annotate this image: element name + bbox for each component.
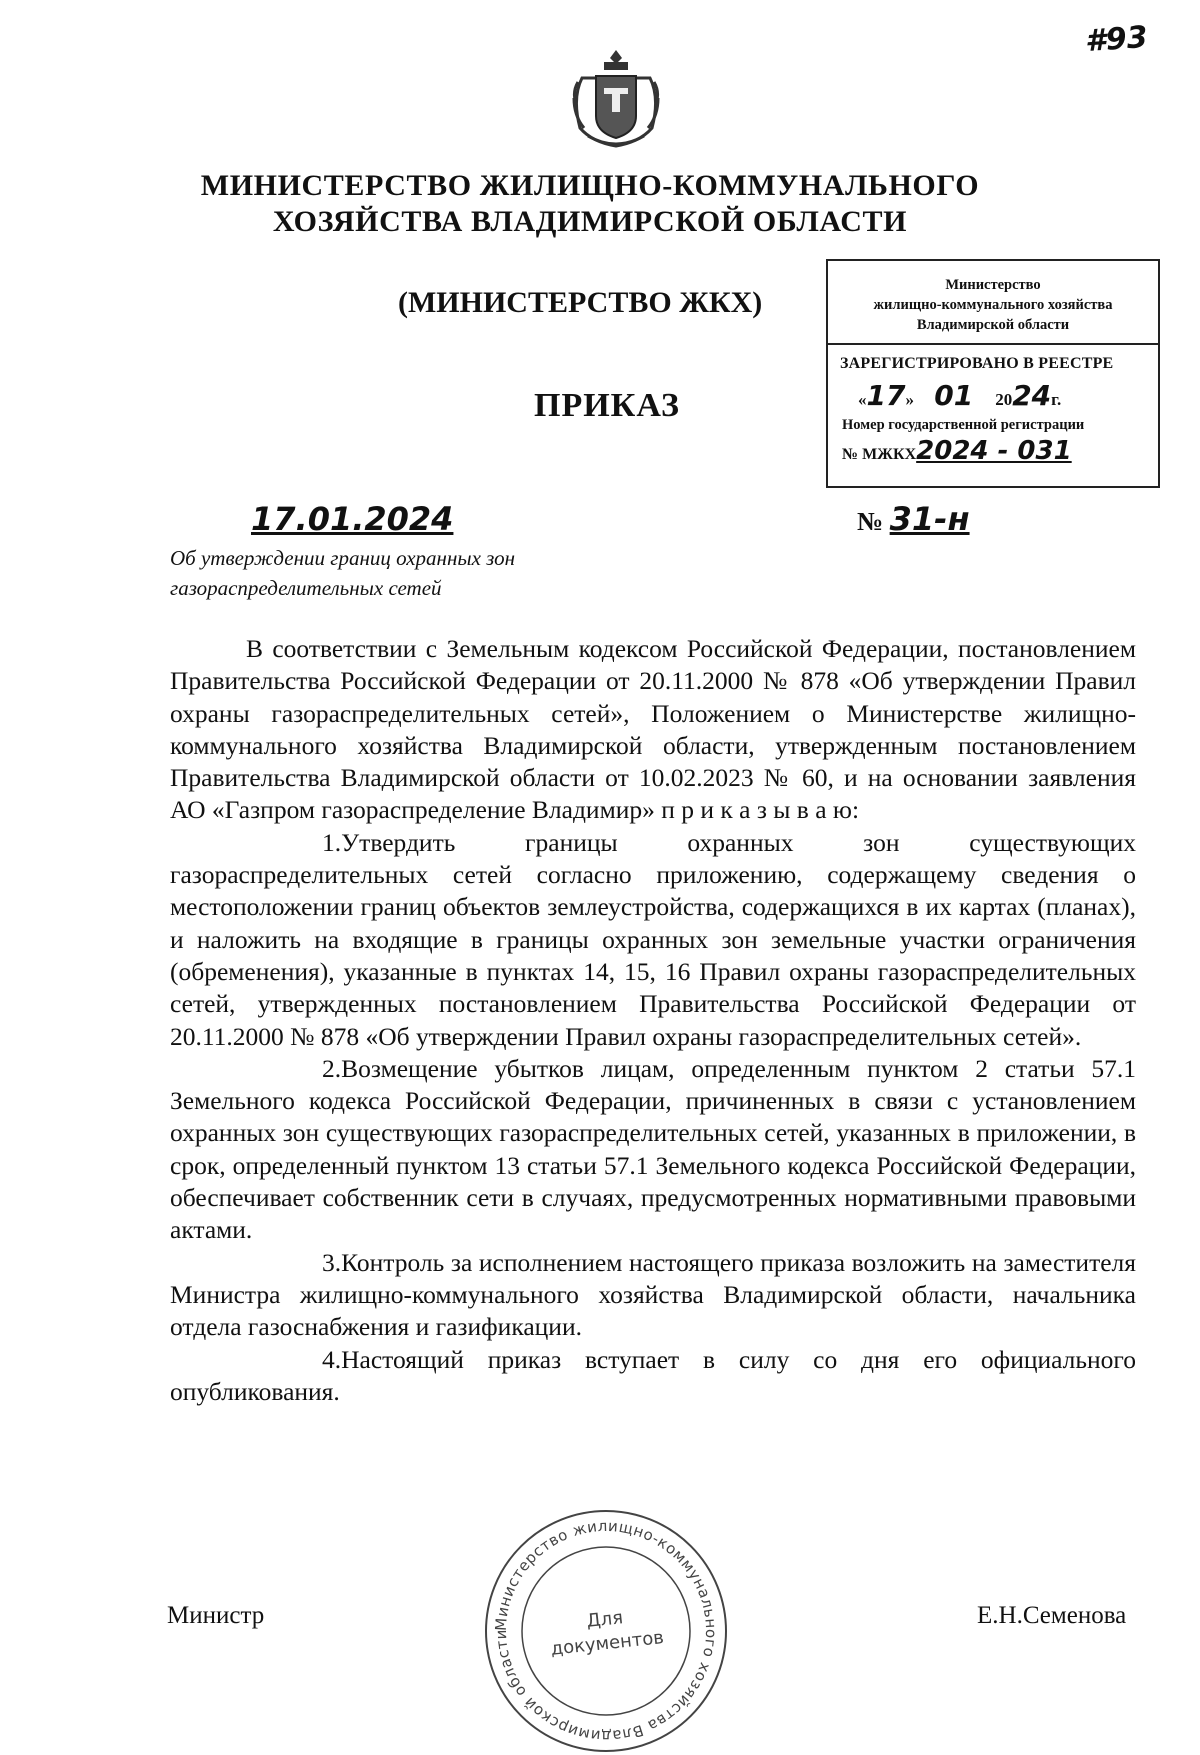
order-number: 31-н xyxy=(889,500,970,538)
seal-ring-text xyxy=(492,1517,720,1745)
order-subject-line1: Об утверждении границ охранных зон xyxy=(170,546,516,570)
registration-org-line3: Владимирской области xyxy=(916,317,1070,333)
signature-name: Е.Н.Семенова xyxy=(977,1602,1127,1629)
body-item-2 xyxy=(170,1053,1136,1247)
ministry-name-line1: МИНИСТЕРСТВО ЖИЛИЩНО-КОММУНАЛЬНОГО xyxy=(200,169,980,202)
mzhkh-label: № МЖКХ xyxy=(842,446,917,463)
item-2-text: Возмещение убытков лицам, определенным пунктом 2 статьи 57.1 Земельного кодекса Российской Федерации, причиненных в связи с установлением охранных зон существующих газораспределительных сетей, указанных в приложении, в срок, определенный пунктом 13 статьи 57.1 Земельного кодекса Российской Федерации, обеспечивает собственник сети в случаях, предусмотренных нормативными правовыми актами. xyxy=(170,1053,1136,1245)
mzhkh-number: 2024 - 031 xyxy=(916,436,1072,466)
registered-label: ЗАРЕГИСТРИРОВАНО В РЕЕСТРЕ xyxy=(840,355,1114,372)
official-round-seal xyxy=(482,1507,730,1755)
item-2-number: 2. xyxy=(322,1053,342,1083)
item-3-text: Контроль за исполнением настоящего приказа возложить на заместителя Министра жилищно-коммунального хозяйства Владимирской области, начальника отдела газоснабжения и газификации. xyxy=(170,1247,1136,1342)
seal-center-line2: документов xyxy=(549,1627,665,1660)
body-item-1 xyxy=(170,827,1136,1053)
registration-org-line2: жилищно-коммунального хозяйства xyxy=(873,297,1113,313)
seal-center-line1: Для xyxy=(585,1607,624,1632)
order-date: 17.01.2024 xyxy=(251,500,454,538)
order-subject xyxy=(170,543,515,603)
ministry-short-name: (МИНИСТЕРСТВО ЖКХ) xyxy=(398,286,763,319)
registration-year-mark: г. xyxy=(1051,390,1062,409)
order-number-line xyxy=(857,500,970,538)
ministry-name-heading xyxy=(150,168,1030,240)
coat-of-arms-emblem xyxy=(568,48,664,148)
state-registration-label: Номер государственной регистрации xyxy=(842,417,1085,433)
registration-year-suffix: 24 xyxy=(1012,379,1052,412)
item-4-text: Настоящий приказ вступает в силу со дня его официального опубликования. xyxy=(170,1344,1136,1406)
body-preamble: В соответствии с Земельным кодексом Российской Федерации, постановлением Правительства Российской Федерации от 20.11.2000 № 878 «Об утверждении Правил охраны газораспределительных сетей», Положением о Министерстве жилищно-коммунального хозяйства Владимирской области, утвержденным постановлением Правительства Владимирской области от 10.02.2023 № 60, и на основании заявления АО «Газпром газораспределение Владимир» п р и к а з ы в а ю: xyxy=(170,634,1136,825)
registration-org-block xyxy=(828,261,1158,345)
item-1-text: Утвердить границы охранных зон существующих газораспределительных сетей согласно приложению, содержащему сведения о местоположении границ объектов землеустройства, содержащихся в их картах (планах), и наложить на входящие в границы охранных зон земельные участки ограничения (обременения), указанные в пунктах 14, 15, 16 Правил охраны газораспределительных сетей, утвержденных постановлением Правительства Российской Федерации от 20.11.2000 № 878 «Об утверждении Правил охраны газораспределительных сетей». xyxy=(170,827,1136,1051)
order-subject-line2: газораспределительных сетей xyxy=(170,576,442,600)
registration-month: 01 xyxy=(934,379,974,412)
registration-year-prefix: 20 xyxy=(995,390,1013,409)
corner-handwritten-mark: #93 xyxy=(1084,19,1150,60)
mzhkh-number-line xyxy=(842,436,1158,466)
order-number-label: № xyxy=(857,507,884,536)
ministry-name-line2: ХОЗЯЙСТВА ВЛАДИМИРСКОЙ ОБЛАСТИ xyxy=(272,205,908,238)
signature-role: Министр xyxy=(167,1602,265,1629)
registration-date-line: «17» 01 2024г. xyxy=(858,379,1062,412)
registration-day: 17 xyxy=(866,379,906,412)
item-4-number: 4. xyxy=(322,1344,342,1374)
item-3-number: 3. xyxy=(322,1247,342,1277)
seal-ring-text-path: Министерство жилищно-коммунального хозяйства Владимирской области xyxy=(491,1516,721,1746)
body-item-3 xyxy=(170,1247,1136,1344)
order-body xyxy=(170,633,1136,1408)
order-title: ПРИКАЗ xyxy=(534,387,680,424)
item-1-number: 1. xyxy=(322,827,342,857)
registration-stamp-box xyxy=(826,259,1160,488)
body-item-4 xyxy=(170,1344,1136,1409)
registration-org-line1: Министерство xyxy=(945,277,1041,293)
